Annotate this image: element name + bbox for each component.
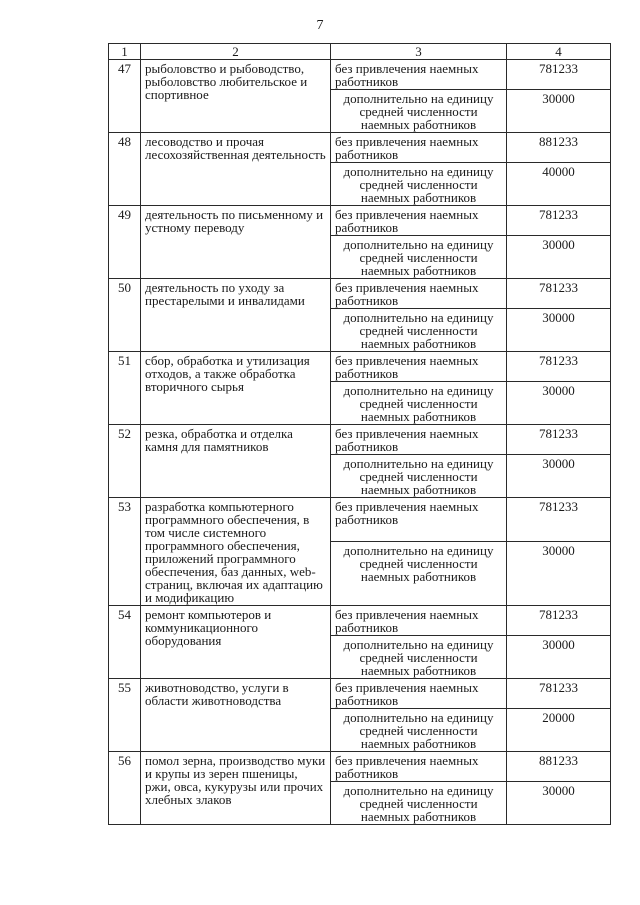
header-cell-1: 1 [109,44,141,60]
activity-name: деятельность по письменному и устному переводу [141,206,331,279]
activity-name: рыболовство и рыбоводство, рыболовство любительское и спортивное [141,60,331,133]
condition-per-employee: дополнительно на единицу средней численности наемных работников [331,309,507,352]
row-number: 51 [109,352,141,425]
table-row [109,352,611,382]
value-per-employee: 30000 [507,542,611,606]
activity-name: разработка компьютерного программного обеспечения, в том числе системного программного обеспечения, приложений программного обеспечения, баз данных, web-страниц, включая их адаптацию и модификацию [141,498,331,606]
table-row [109,498,611,542]
condition-without-employees: без привлечения наемных работников [331,279,507,309]
table-row [109,133,611,163]
table-row [109,606,611,636]
condition-without-employees: без привлечения наемных работников [331,60,507,90]
row-number: 47 [109,60,141,133]
value-per-employee: 30000 [507,382,611,425]
condition-per-employee: дополнительно на единицу средней численности наемных работников [331,782,507,825]
table-row [109,279,611,309]
activity-name: животноводство, услуги в области животноводства [141,679,331,752]
tax-rate-table [108,43,611,825]
condition-per-employee: дополнительно на единицу средней численности наемных работников [331,382,507,425]
value-per-employee: 40000 [507,163,611,206]
activity-name: ремонт компьютеров и коммуникационного оборудования [141,606,331,679]
row-number: 48 [109,133,141,206]
condition-without-employees: без привлечения наемных работников [331,498,507,542]
condition-without-employees: без привлечения наемных работников [331,352,507,382]
header-cell-4: 4 [507,44,611,60]
condition-without-employees: без привлечения наемных работников [331,133,507,163]
value-without-employees: 781233 [507,206,611,236]
table-row [109,752,611,782]
condition-per-employee: дополнительно на единицу средней численности наемных работников [331,455,507,498]
condition-per-employee: дополнительно на единицу средней численности наемных работников [331,636,507,679]
value-per-employee: 30000 [507,636,611,679]
row-number: 56 [109,752,141,825]
activity-name: резка, обработка и отделка камня для памятников [141,425,331,498]
value-per-employee: 30000 [507,90,611,133]
condition-without-employees: без привлечения наемных работников [331,679,507,709]
activity-name: сбор, обработка и утилизация отходов, а также обработка вторичного сырья [141,352,331,425]
condition-per-employee: дополнительно на единицу средней численности наемных работников [331,709,507,752]
activity-name: помол зерна, производство муки и крупы из зерен пшеницы, ржи, овса, кукурузы или прочих хлебных злаков [141,752,331,825]
value-per-employee: 30000 [507,455,611,498]
value-without-employees: 781233 [507,425,611,455]
header-cell-3: 3 [331,44,507,60]
row-number: 52 [109,425,141,498]
table-row [109,425,611,455]
value-per-employee: 30000 [507,236,611,279]
table-header-row [109,44,611,60]
value-without-employees: 781233 [507,679,611,709]
table-row [109,206,611,236]
value-without-employees: 781233 [507,498,611,542]
value-without-employees: 881233 [507,133,611,163]
value-without-employees: 781233 [507,606,611,636]
value-without-employees: 881233 [507,752,611,782]
row-number: 55 [109,679,141,752]
condition-per-employee: дополнительно на единицу средней численности наемных работников [331,236,507,279]
value-without-employees: 781233 [507,352,611,382]
row-number: 53 [109,498,141,606]
header-cell-2: 2 [141,44,331,60]
condition-per-employee: дополнительно на единицу средней численности наемных работников [331,163,507,206]
condition-without-employees: без привлечения наемных работников [331,425,507,455]
condition-per-employee: дополнительно на единицу средней численности наемных работников [331,90,507,133]
value-per-employee: 20000 [507,709,611,752]
value-per-employee: 30000 [507,309,611,352]
row-number: 54 [109,606,141,679]
condition-without-employees: без привлечения наемных работников [331,206,507,236]
activity-name: лесоводство и прочая лесохозяйственная деятельность [141,133,331,206]
row-number: 49 [109,206,141,279]
page-number: 7 [316,18,324,33]
activity-name: деятельность по уходу за престарелыми и инвалидами [141,279,331,352]
condition-without-employees: без привлечения наемных работников [331,606,507,636]
value-without-employees: 781233 [507,279,611,309]
condition-per-employee: дополнительно на единицу средней численности наемных работников [331,542,507,606]
value-without-employees: 781233 [507,60,611,90]
row-number: 50 [109,279,141,352]
value-per-employee: 30000 [507,782,611,825]
table-row [109,679,611,709]
condition-without-employees: без привлечения наемных работников [331,752,507,782]
table-row [109,60,611,90]
